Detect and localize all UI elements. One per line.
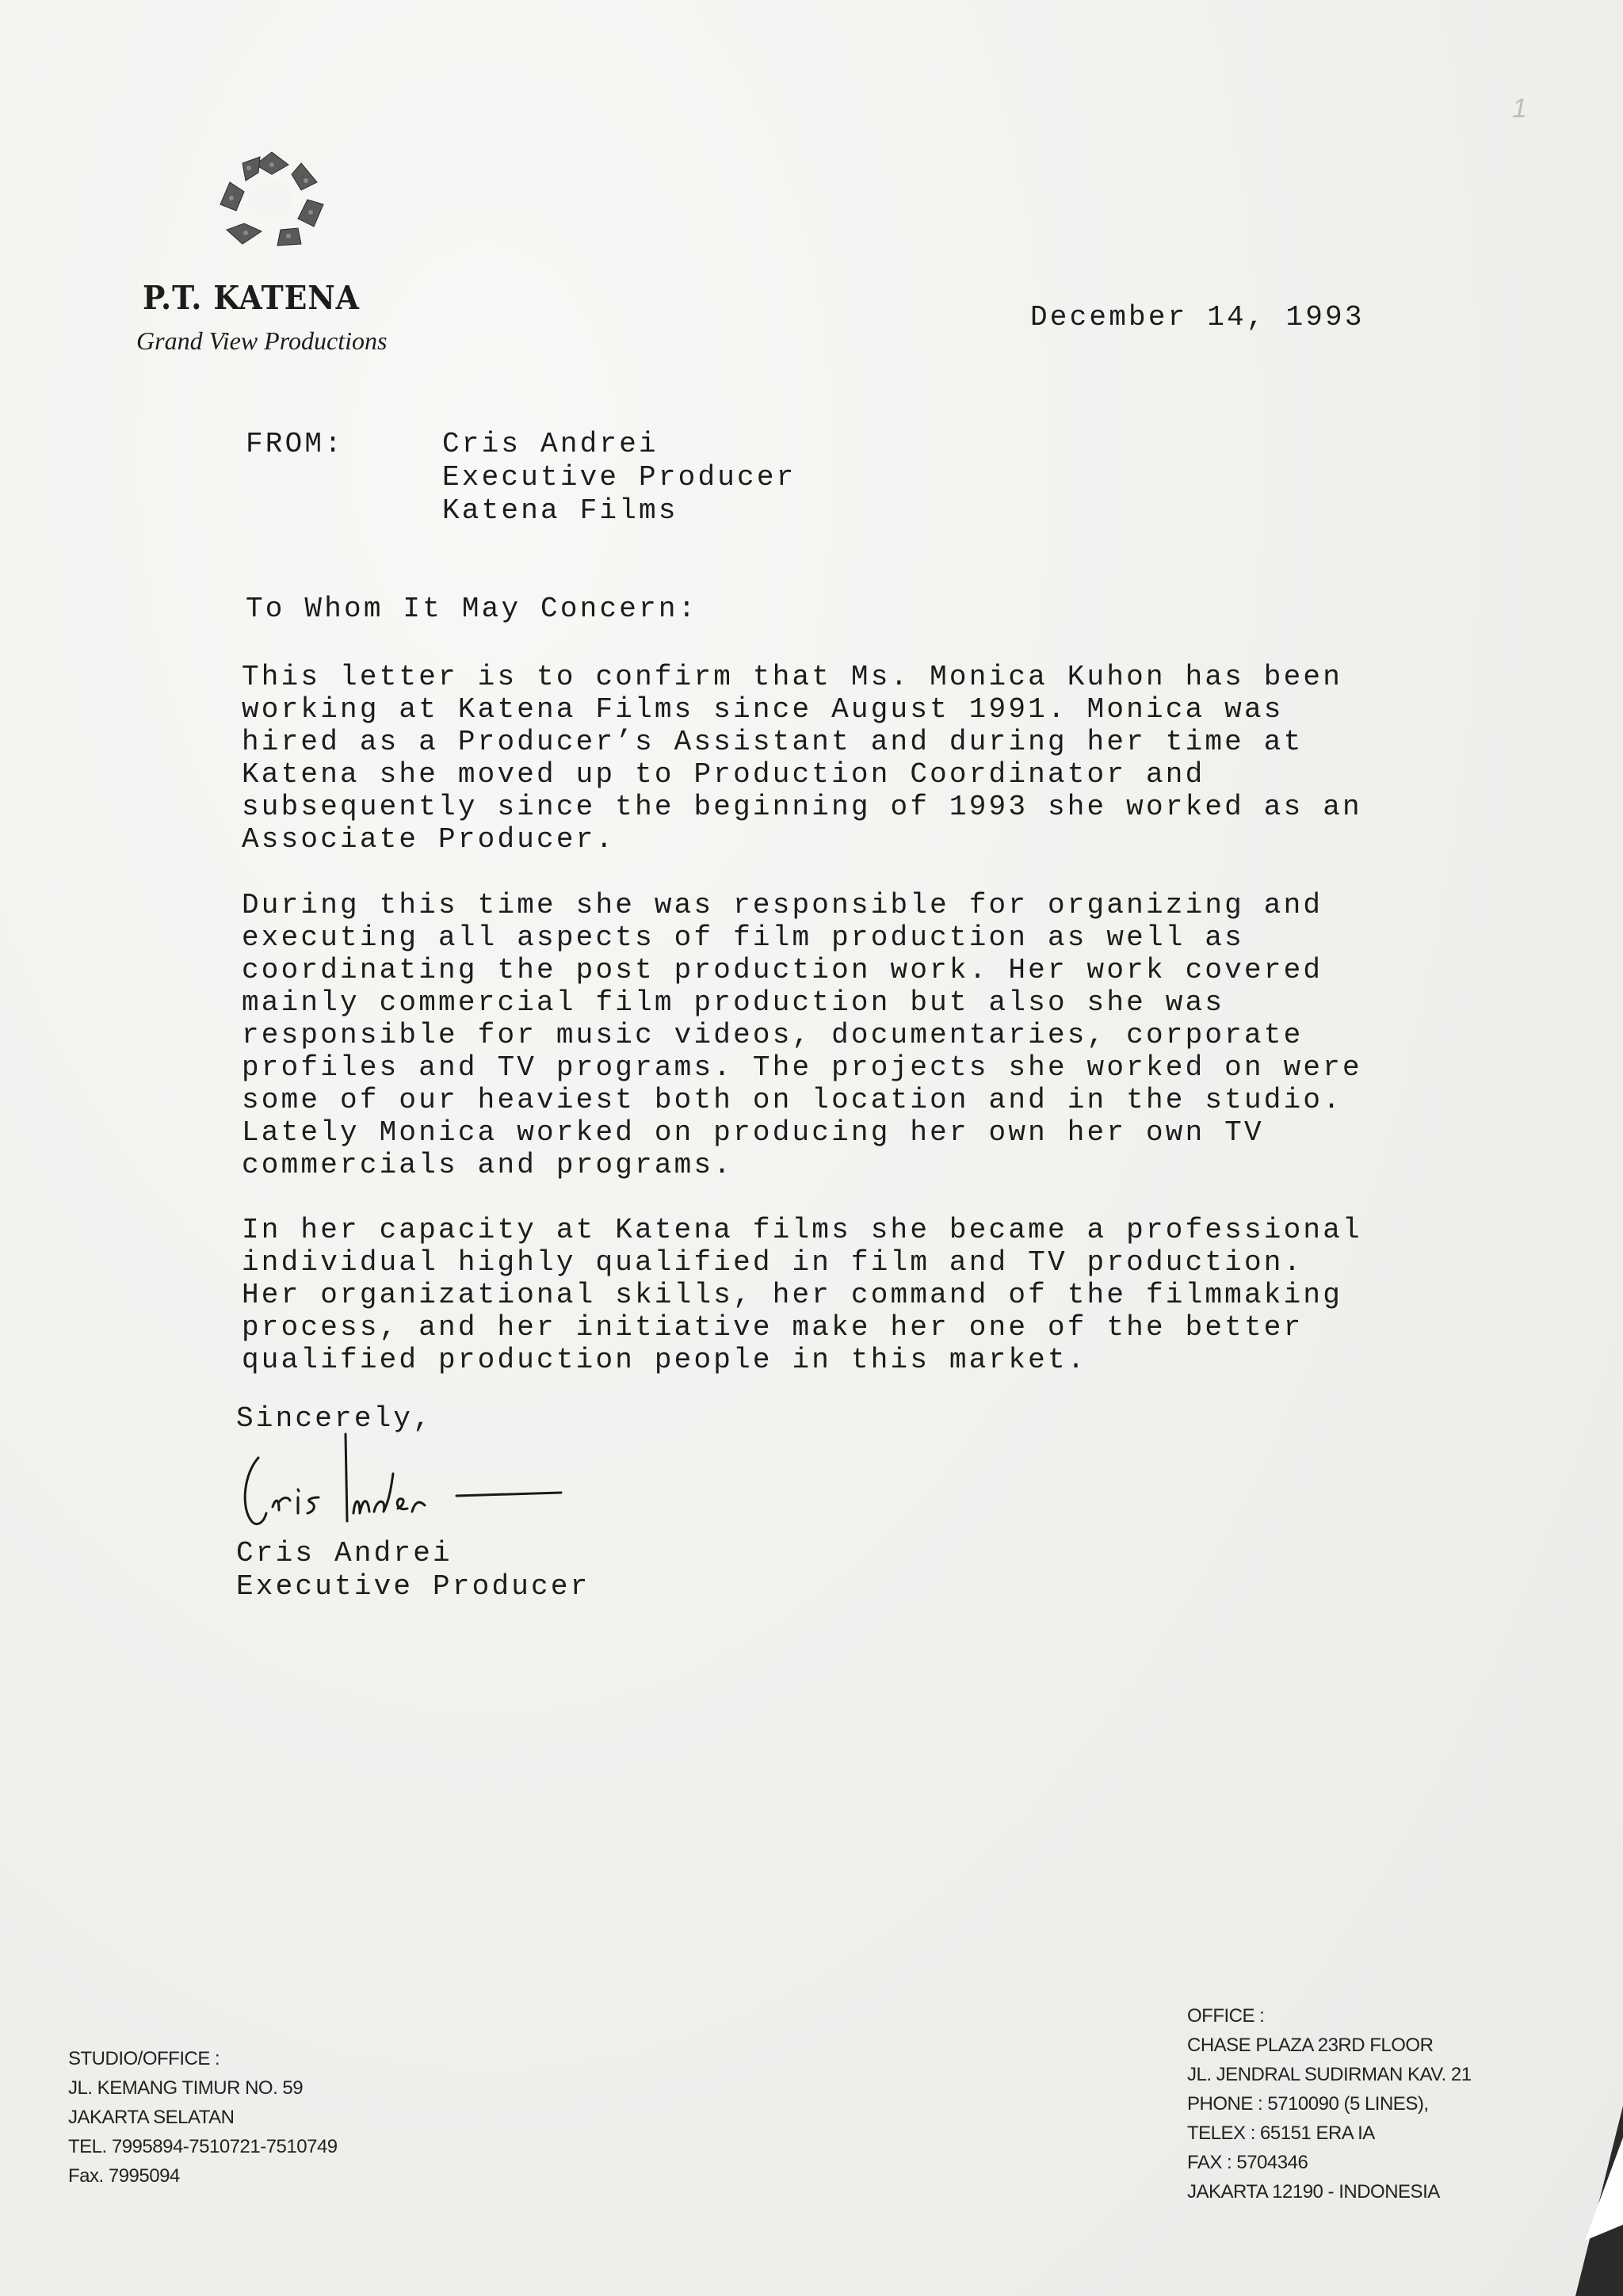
company-name: P.T. KATENA: [143, 279, 360, 317]
signatory-name: Cris Andrei: [236, 1537, 453, 1569]
from-company: Katena Films: [442, 494, 678, 527]
from-name: Cris Andrei: [442, 428, 659, 460]
katena-star-logo-icon: [212, 147, 331, 250]
paragraph-line: responsible for music videos, documentaries, corporate: [242, 1019, 1304, 1051]
letter-date: December 14, 1993: [1030, 301, 1365, 334]
paragraph-line: During this time she was responsible for organizing and: [242, 889, 1323, 921]
paragraph-line: hired as a Producer’s Assistant and during her time at: [242, 726, 1304, 758]
footer-line: TEL. 7995894-7510721-7510749: [68, 2136, 338, 2157]
page-mark: 1: [1512, 93, 1527, 124]
paragraph-line: Associate Producer.: [242, 823, 616, 856]
footer-line: CHASE PLAZA 23RD FLOOR: [1187, 2035, 1434, 2056]
body-paragraph-1: [242, 661, 1362, 856]
closing: Sincerely,: [236, 1402, 433, 1435]
footer-line: JL. KEMANG TIMUR NO. 59: [68, 2077, 304, 2099]
signatory-block: [236, 1537, 590, 1604]
footer-line: JL. JENDRAL SUDIRMAN KAV. 21: [1187, 2064, 1472, 2085]
signatory-title: Executive Producer: [236, 1570, 590, 1603]
paragraph-line: subsequently since the beginning of 1993 she worked as an: [242, 791, 1362, 823]
paragraph-line: This letter is to confirm that Ms. Monica Kuhon has been: [242, 661, 1342, 693]
from-block: [442, 428, 796, 528]
paragraph-line: Katena she moved up to Production Coordinator and: [242, 758, 1205, 791]
from-label: FROM:: [246, 428, 345, 460]
footer-line: FAX : 5704346: [1187, 2152, 1308, 2173]
footer-line: OFFICE :: [1187, 2005, 1265, 2027]
paragraph-line: working at Katena Films since August 1991. Monica was: [242, 693, 1284, 726]
paragraph-line: mainly commercial film production but also she was: [242, 986, 1225, 1019]
handwritten-signature: [235, 1379, 575, 1537]
footer-line: JAKARTA 12190 - INDONESIA: [1187, 2181, 1440, 2203]
paragraph-line: process, and her initiative make her one of the better: [242, 1311, 1304, 1344]
footer-line: TELEX : 65151 ERA IA: [1187, 2122, 1375, 2144]
company-tagline: Grand View Productions: [136, 326, 388, 355]
paragraph-line: some of our heaviest both on location and in the studio.: [242, 1084, 1342, 1116]
from-title: Executive Producer: [442, 461, 796, 494]
paragraph-line: Lately Monica worked on producing her own her own TV: [242, 1116, 1264, 1149]
paragraph-line: qualified production people in this market.: [242, 1344, 1087, 1376]
footer-line: Fax. 7995094: [68, 2165, 180, 2187]
footer-line: JAKARTA SELATAN: [68, 2107, 235, 2128]
page-corner-fold: [1512, 2106, 1623, 2296]
paragraph-line: profiles and TV programs. The projects she worked on were: [242, 1051, 1362, 1084]
paragraph-line: commercials and programs.: [242, 1149, 734, 1181]
paragraph-line: In her capacity at Katena films she became a professional: [242, 1214, 1362, 1246]
footer-line: PHONE : 5710090 (5 LINES),: [1187, 2093, 1429, 2115]
paragraph-line: Her organizational skills, her command of the filmmaking: [242, 1279, 1342, 1311]
paragraph-line: executing all aspects of film production as well as: [242, 921, 1244, 954]
footer-studio-address: [68, 2044, 338, 2191]
paragraph-line: coordinating the post production work. Her work covered: [242, 954, 1323, 986]
salutation: To Whom It May Concern:: [246, 593, 698, 625]
footer-office-address: [1187, 2001, 1472, 2206]
footer-line: STUDIO/OFFICE :: [68, 2048, 220, 2069]
body-paragraph-2: [242, 889, 1362, 1181]
body-paragraph-3: [242, 1214, 1362, 1376]
paragraph-line: individual highly qualified in film and TV production.: [242, 1246, 1304, 1279]
